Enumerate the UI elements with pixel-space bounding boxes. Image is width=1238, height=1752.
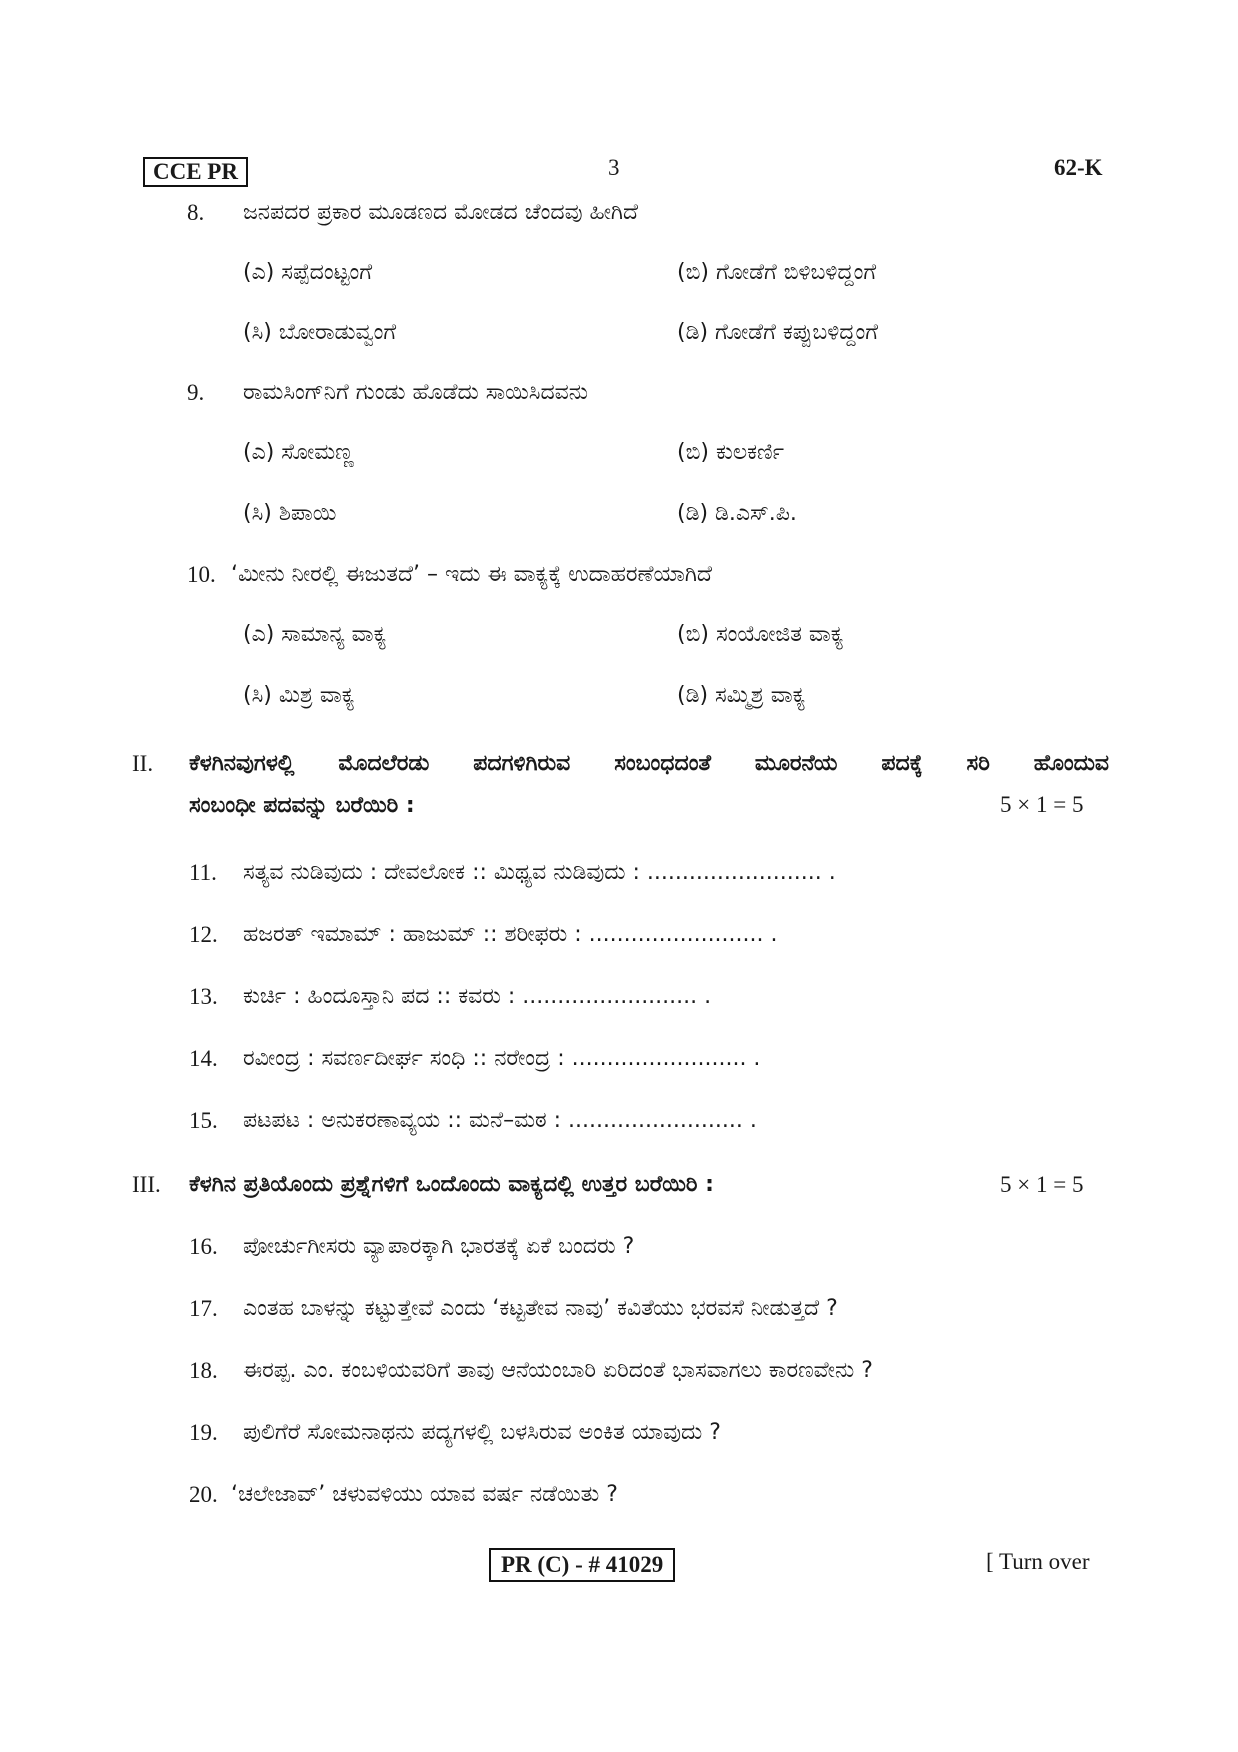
option-a: (ಎ) ಸಾಮಾನ್ಯ ವಾಕ್ಯ <box>243 622 387 647</box>
question-number: 10. <box>187 562 216 587</box>
question-text: ಈರಪ್ಪ. ಎಂ. ಕಂಬಳಿಯವರಿಗೆ ತಾವು ಆನೆಯಂಬಾರಿ ಏರಿದಂತೆ ಭಾಸವಾಗಲು ಕಾರಣವೇನು ? <box>243 1358 873 1383</box>
section-number: II. <box>132 751 154 776</box>
footer-code: PR (C) - # 41029 <box>489 1548 675 1582</box>
question-number: 18. <box>189 1358 218 1383</box>
section-instruction: ಕೆಳಗಿನ ಪ್ರತಿಯೊಂದು ಪ್ರಶ್ನೆಗಳಿಗೆ ಒಂದೊಂದು ವಾಕ್ಯದಲ್ಲಿ ಉತ್ತರ ಬರೆಯಿರಿ : <box>189 1172 714 1197</box>
option-d: (ಡಿ) ಗೋಡೆಗೆ ಕಪ್ಪುಬಳಿದ್ದಂಗೆ <box>677 320 878 345</box>
question-number: 9. <box>187 380 205 405</box>
section-marks: 5 × 1 = 5 <box>1000 1172 1084 1197</box>
question-number: 20. <box>189 1482 218 1507</box>
option-a: (ಎ) ಸಪ್ಪೆದಂಟ್ಟಂಗೆ <box>243 260 373 285</box>
question-text: ಪೋರ್ಚುಗೀಸರು ವ್ಯಾಪಾರಕ್ಕಾಗಿ ಭಾರತಕ್ಕೆ ಏಕೆ ಬಂದರು ? <box>243 1234 635 1259</box>
paper-code: 62-K <box>1054 155 1103 180</box>
section-instruction: ಕೆಳಗಿನವುಗಳಲ್ಲಿ ಮೊದಲೆರಡು ಪದಗಳಿಗಿರುವ ಸಂಬಂಧದಂತೆ ಮೂರನೆಯ ಪದಕ್ಕೆ ಸರಿ ಹೊಂದುವ <box>189 751 1109 776</box>
question-text: ಎಂತಹ ಬಾಳನ್ನು ಕಟ್ಟುತ್ತೇವೆ ಎಂದು ‘ಕಟ್ಟತೇವ ನಾವು’ ಕವಿತೆಯು ಭರವಸೆ ನೀಡುತ್ತದೆ ? <box>243 1296 838 1321</box>
option-c: (ಸಿ) ಬೋರಾಡುವ್ವಂಗೆ <box>243 320 397 345</box>
option-b: (ಬಿ) ಸಂಯೋಜಿತ ವಾಕ್ಯ <box>677 622 844 647</box>
option-c: (ಸಿ) ಶಿಪಾಯಿ <box>243 501 337 526</box>
option-b: (ಬಿ) ಕುಲಕರ್ಣಿ <box>677 440 784 465</box>
option-c: (ಸಿ) ಮಿಶ್ರ ವಾಕ್ಯ <box>243 683 355 708</box>
section-instruction-cont: ಸಂಬಂಧೀ ಪದವನ್ನು ಬರೆಯಿರಿ : <box>189 793 415 818</box>
question-text: ಹಜರತ್ ಇಮಾಮ್ : ಹಾಜುಮ್ :: ಶರೀಫರು : ......................... . <box>243 922 778 947</box>
question-number: 19. <box>189 1420 218 1445</box>
question-number: 17. <box>189 1296 218 1321</box>
page-number: 3 <box>608 155 620 180</box>
header-left-code: CCE PR <box>143 157 248 187</box>
question-number: 16. <box>189 1234 218 1259</box>
question-text: ‘ಚಲೇಜಾವ್’ ಚಳುವಳಿಯು ಯಾವ ವರ್ಷ ನಡೆಯಿತು ? <box>231 1482 618 1507</box>
question-number: 12. <box>189 922 218 947</box>
turn-over-note: [ Turn over <box>986 1549 1090 1574</box>
option-b: (ಬಿ) ಗೋಡೆಗೆ ಬಿಳಿಬಳಿದ್ದಂಗೆ <box>677 260 877 285</box>
option-a: (ಎ) ಸೋಮಣ್ಣ <box>243 440 354 465</box>
question-number: 14. <box>189 1046 218 1071</box>
question-text: ರವೀಂದ್ರ : ಸವರ್ಣದೀರ್ಘ ಸಂಧಿ :: ನರೇಂದ್ರ : ......................... . <box>243 1046 761 1071</box>
question-number: 15. <box>189 1108 218 1133</box>
option-d: (ಡಿ) ಡಿ.ಎಸ್.ಪಿ. <box>677 501 797 526</box>
question-text: ಪುಲಿಗೆರೆ ಸೋಮನಾಥನು ಪದ್ಯಗಳಲ್ಲಿ ಬಳಸಿರುವ ಅಂಕಿತ ಯಾವುದು ? <box>243 1420 721 1445</box>
question-number: 13. <box>189 984 218 1009</box>
section-marks: 5 × 1 = 5 <box>1000 792 1084 817</box>
question-number: 11. <box>189 860 217 885</box>
question-text: ಜನಪದರ ಪ್ರಕಾರ ಮೂಡಣದ ಮೋಡದ ಚೆಂದವು ಹೀಗಿದೆ <box>243 200 639 225</box>
question-text: ‘ಮೀನು ನೀರಲ್ಲಿ ಈಜುತದೆ’ – ಇದು ಈ ವಾಕ್ಯಕ್ಕೆ ಉದಾಹರಣೆಯಾಗಿದೆ <box>231 562 713 587</box>
question-text: ರಾಮಸಿಂಗ್‌ನಿಗೆ ಗುಂಡು ಹೊಡೆದು ಸಾಯಿಸಿದವನು <box>243 380 589 405</box>
question-text: ಸತ್ಯವ ನುಡಿವುದು : ದೇವಲೋಕ :: ಮಿಥ್ಯವ ನುಡಿವುದು : ......................... . <box>243 860 836 885</box>
question-text: ಪಟಪಟ : ಅನುಕರಣಾವ್ಯಯ :: ಮನೆ–ಮಠ : ......................... . <box>243 1108 757 1133</box>
option-d: (ಡಿ) ಸಮ್ಮಿಶ್ರ ವಾಕ್ಯ <box>677 683 806 708</box>
section-number: III. <box>132 1172 161 1197</box>
question-text: ಕುರ್ಚಿ : ಹಿಂದೂಸ್ತಾನಿ ಪದ :: ಕವರು : ......................... . <box>243 984 712 1009</box>
question-number: 8. <box>187 200 205 225</box>
